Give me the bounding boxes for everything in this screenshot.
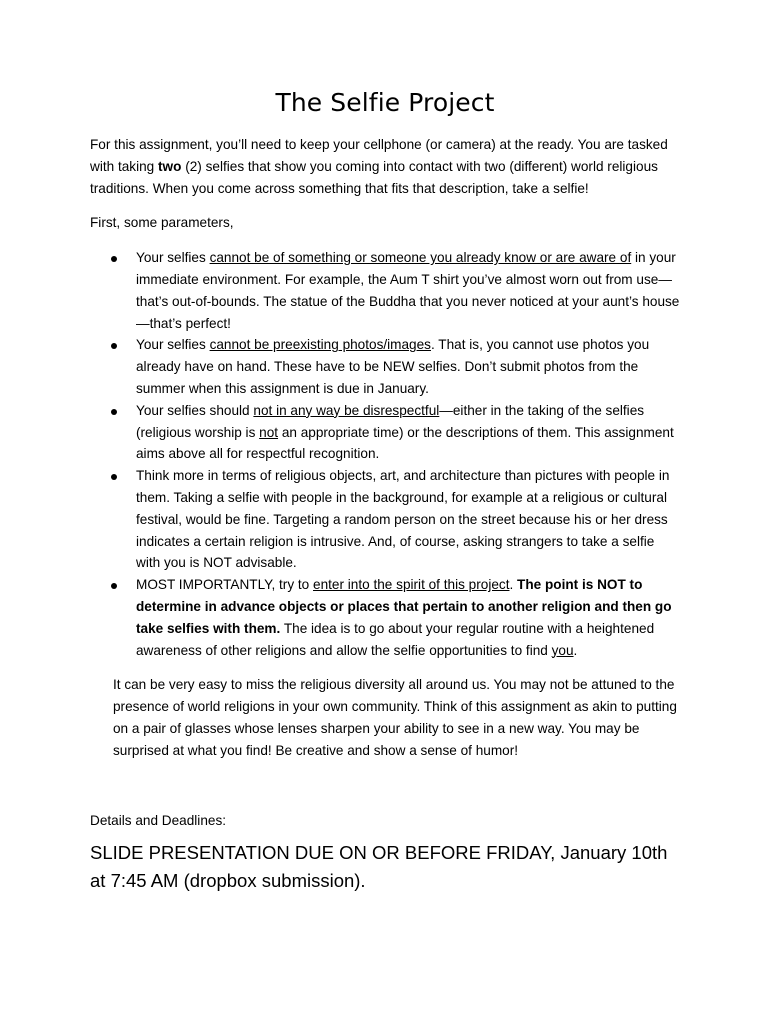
bullet-text: —either in the taking of the selfies (religious worship is	[136, 402, 645, 440]
section-spacer	[90, 762, 680, 810]
list-item	[90, 400, 680, 465]
bullet-underlined-text: not in any way be disrespectful	[253, 402, 440, 418]
list-item	[90, 465, 680, 574]
bullet-icon	[111, 474, 117, 480]
bullet-text: Your selfies	[136, 337, 210, 353]
list-item	[90, 247, 680, 334]
bullet-text: Think more in terms of religious objects, art, and architecture than pictures with people in them. Taking a selfie with people in the background, for example at a religious or cultural festival, would be fine. Targeting a random person on the street because his or her dress indicates a certain religion is intrusive. And, of course, asking strangers to take a selfie with you is NOT advisable.	[136, 468, 670, 571]
intro-text-2: (2) selfies that show you coming into contact with two (different) world religious traditions. When you come across something that fits that description, take a selfie!	[90, 158, 658, 196]
intro-bold-two: two	[158, 158, 182, 174]
list-item	[90, 334, 680, 399]
bullet-underlined-text: cannot be of something or someone you already know or are aware of	[209, 250, 632, 266]
deadline-text: SLIDE PRESENTATION DUE ON OR BEFORE FRIDAY, January 10th at 7:45 AM (dropbox submission).	[90, 842, 668, 892]
bullet-underlined-text: not	[259, 424, 279, 440]
bullet-icon	[111, 343, 117, 349]
document-title: The Selfie Project	[275, 88, 495, 117]
bullet-icon	[111, 256, 117, 262]
bullet-text: .	[573, 642, 578, 658]
bullet-bold-text: The point is NOT to determine in advance objects or places that pertain to another religion and then go take selfies with them.	[136, 577, 672, 636]
closing-paragraph: It can be very easy to miss the religious diversity all around us. You may not be attuned to the presence of world religions in your own community. Think of this assignment as akin to putting on a pair of glasses whose lenses sharpen your ability to see in a new way. You may be surprised at what you find! Be creative and show a sense of humor!	[113, 677, 677, 758]
bullet-text: MOST IMPORTANTLY, try to	[136, 577, 314, 593]
bullet-underlined-text: you	[551, 642, 574, 658]
bullet-icon	[111, 583, 117, 589]
bullet-underlined-text: enter into the spirit of this project	[313, 577, 510, 593]
bullet-text: The idea is to go about your regular routine with a heightened awareness of other religions and allow the selfie opportunities to find	[136, 620, 655, 658]
bullet-text: . That is, you cannot use photos you already have on hand. These have to be NEW selfies. Don’t submit photos from the summer when this assignment is due in January.	[136, 337, 650, 396]
bullet-icon	[111, 409, 117, 415]
parameters-list	[90, 247, 680, 661]
parameters-lead: First, some parameters,	[90, 215, 234, 231]
list-item	[90, 574, 680, 661]
bullet-text: Your selfies	[136, 250, 210, 266]
bullet-text: in your immediate environment. For example, the Aum T shirt you’ve almost worn out from use—that’s out-of-bounds. The statue of the Buddha that you never noticed at your aunt’s house—that’s perfect!	[136, 250, 680, 331]
document-page	[90, 88, 680, 895]
bullet-underlined-text: cannot be preexisting photos/images	[209, 337, 431, 353]
intro-paragraph	[90, 134, 680, 199]
intro-text-1: For this assignment, you’ll need to keep your cellphone (or camera) at the ready. You are tasked with taking	[90, 137, 668, 174]
bullet-text: .	[509, 577, 518, 593]
details-label: Details and Deadlines:	[90, 812, 227, 828]
bullet-text: Your selfies should	[136, 402, 254, 418]
bullet-text: an appropriate time) or the descriptions of them. This assignment aims above all for respectful recognition.	[136, 424, 674, 462]
